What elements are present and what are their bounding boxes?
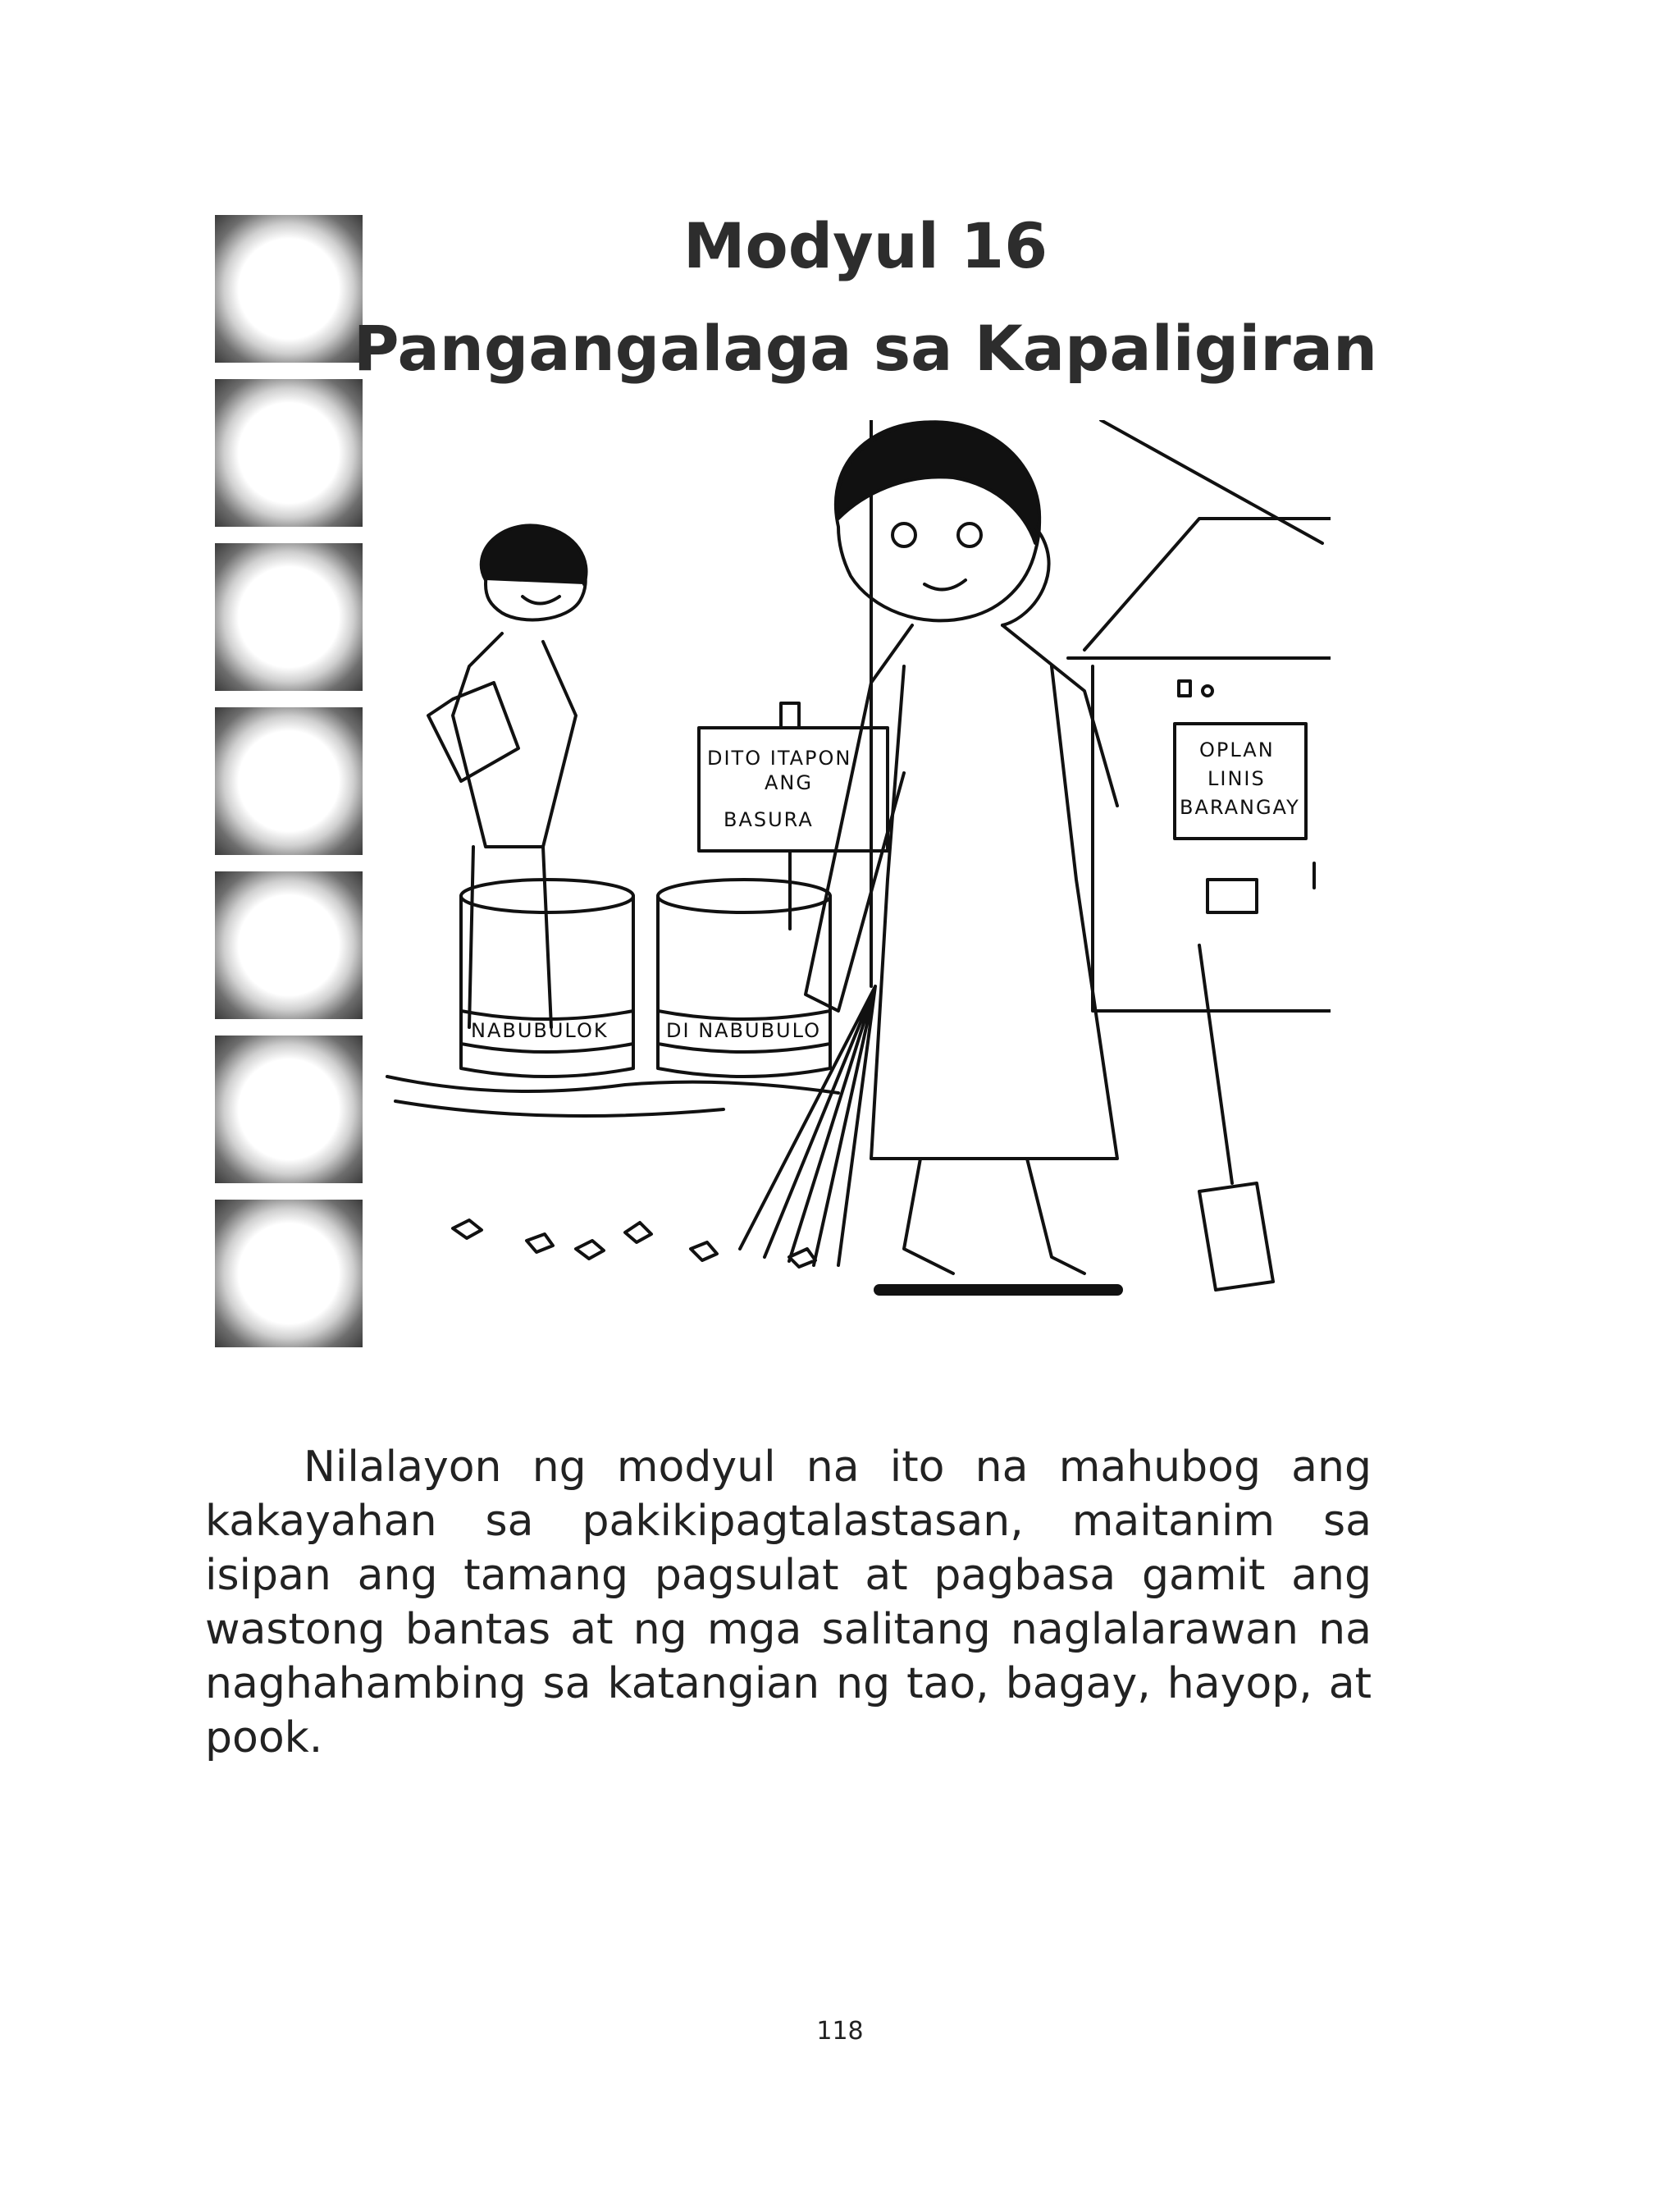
trash-sign-line1: DITO ITAPON	[707, 747, 852, 770]
decorative-square	[215, 379, 363, 527]
barangay-sign-line2: LINIS	[1208, 767, 1266, 790]
barangay-sign	[1175, 724, 1306, 839]
barangay-sign-line1: OPLAN	[1199, 738, 1275, 761]
bin-right-label: DI NABUBULO	[666, 1019, 822, 1042]
house-drawing	[1068, 420, 1331, 1011]
cleanup-illustration	[379, 420, 1331, 1346]
decorative-square	[215, 1200, 363, 1347]
decorative-square	[215, 543, 363, 691]
shovel-drawing	[1199, 945, 1273, 1290]
boy-figure	[428, 525, 587, 1027]
barangay-sign-line3: BARANGAY	[1180, 796, 1300, 819]
decorative-square	[215, 707, 363, 855]
bin-left-label: NABUBULOK	[471, 1019, 609, 1042]
decorative-square	[215, 1036, 363, 1183]
trash-sign-line2: ANG	[765, 771, 813, 794]
module-label: Modyul 16	[682, 209, 1048, 282]
trash-sign-line3: BASURA	[724, 808, 814, 831]
intro-paragraph: Nilalayon ng modyul na ito na mahubog ang kakayahan sa pakikipagtalastasan, maitanim sa isipan ang tamang pagsulat at pagbasa gamit ang wastong bantas at ng mga salitang naglalarawan na naghahambing sa katangian ng tao, bagay, hayop, at pook.	[205, 1442, 1372, 1763]
page-number: 118	[816, 2017, 864, 2046]
module-title: Pangangalaga sa Kapaligiran	[353, 312, 1378, 385]
trash-bins	[387, 880, 838, 1116]
decorative-square	[215, 871, 363, 1019]
